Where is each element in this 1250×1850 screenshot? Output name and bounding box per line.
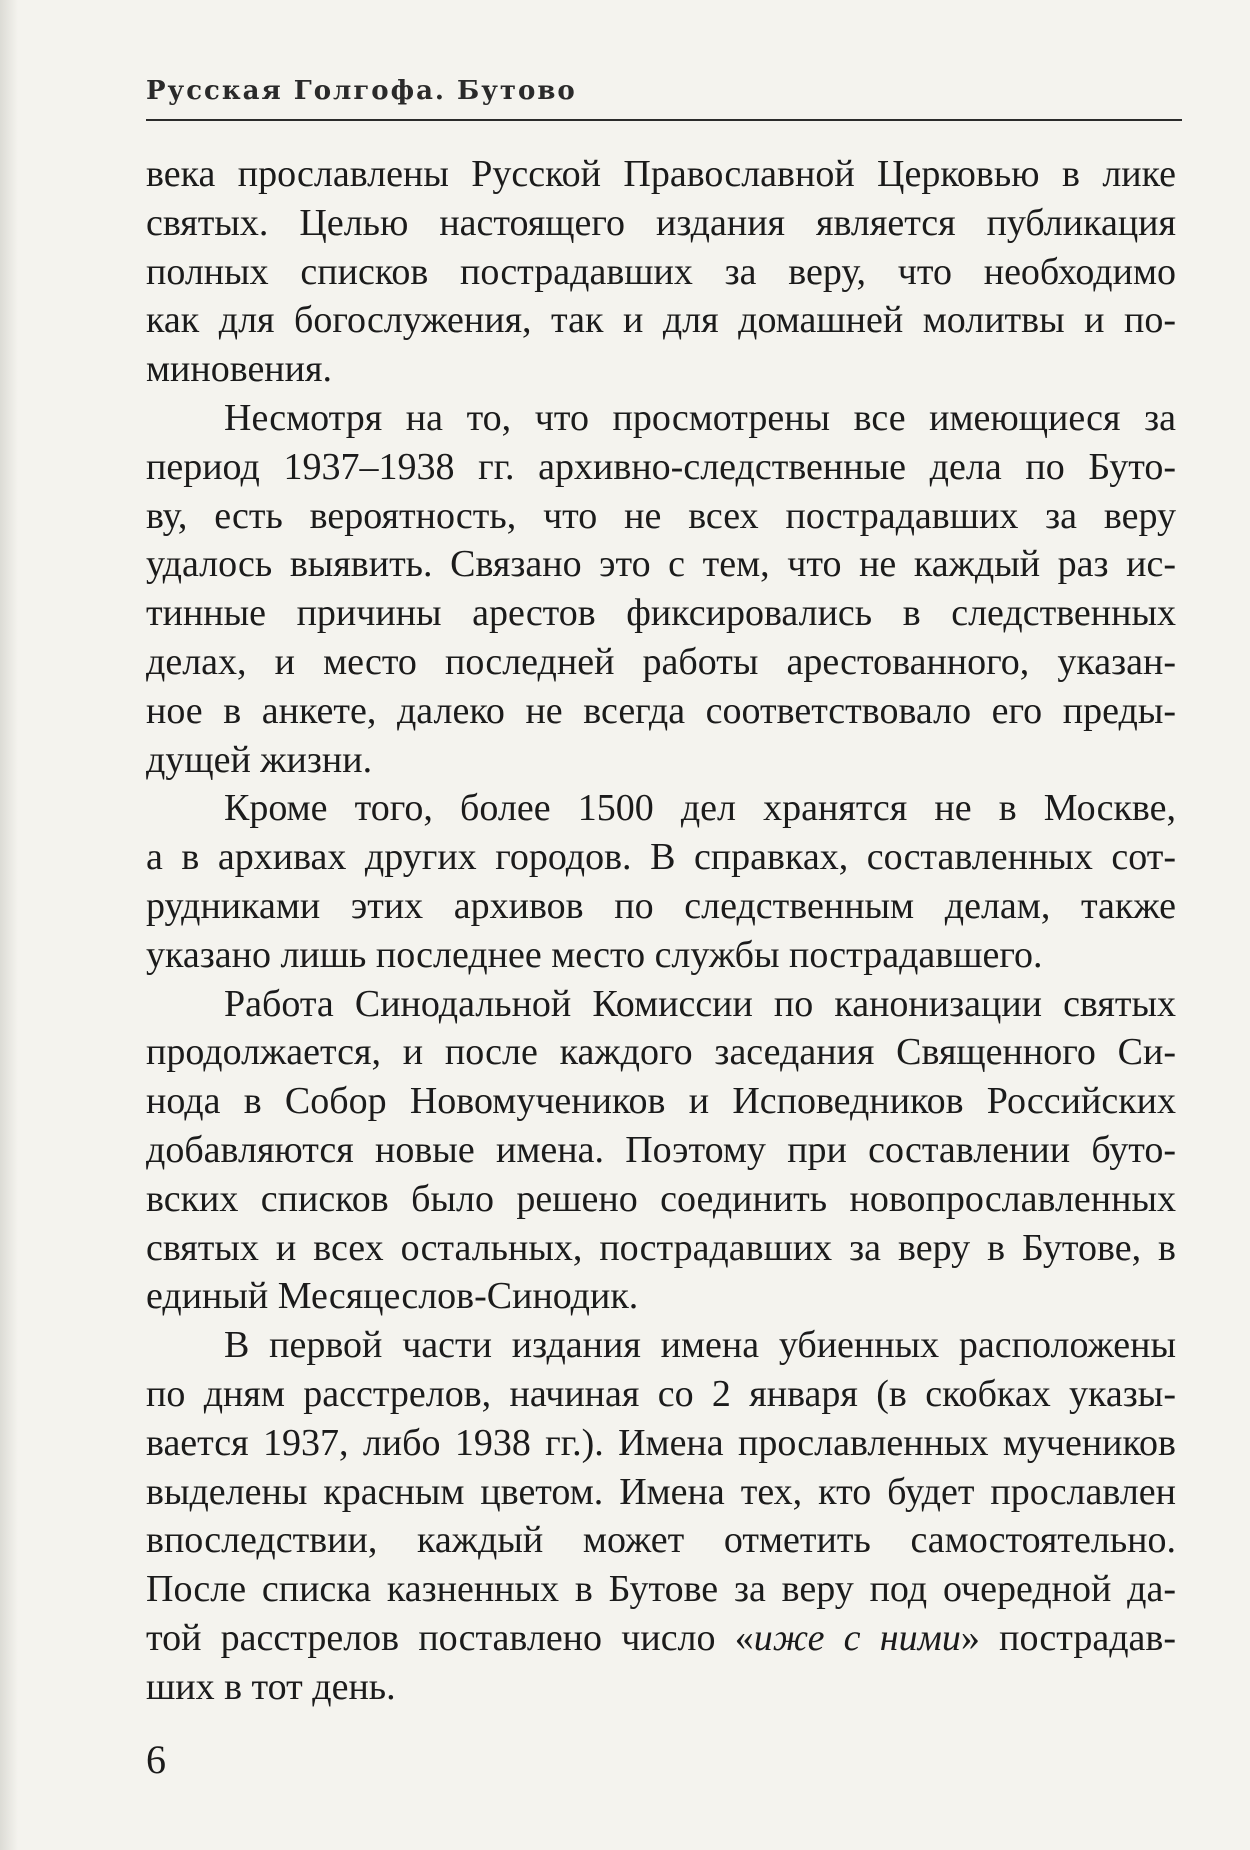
text-line: дущей жизни.	[146, 738, 373, 781]
text-line: Кроме того, более 1500 дел хранятся не в Москве,	[224, 787, 1176, 830]
text-fragment: » пострадав-	[960, 1616, 1176, 1659]
text-line: ное в анкете, далеко не всегда соответствовало его преды-	[146, 689, 1176, 732]
italic-phrase: иже с ними	[753, 1616, 961, 1659]
text-line: по дням расстрелов, начиная со 2 января (в скобках указы-	[146, 1372, 1176, 1415]
paragraph	[146, 150, 1176, 394]
text-line: а в архивах других городов. В справках, составленных сот-	[146, 836, 1176, 879]
text-line: нода в Собор Новомучеников и Исповедников Российских	[146, 1080, 1176, 1123]
paragraph	[146, 980, 1176, 1322]
text-fragment: той расстрелов поставлено число «	[146, 1616, 754, 1659]
text-line: полных списков пострадавших за веру, что необходимо	[146, 250, 1176, 293]
text-line: Несмотря на то, что просмотрены все имеющиеся за	[224, 396, 1176, 439]
text-line: ших в тот день.	[146, 1665, 396, 1708]
running-head-title: Русская Голгофа. Бутово	[146, 76, 577, 106]
paragraph	[146, 784, 1176, 979]
text-line: вается 1937, либо 1938 гг.). Имена прославленных мучеников	[146, 1421, 1176, 1464]
text-line: как для богослужения, так и для домашней молитвы и по-	[146, 299, 1176, 342]
body-text	[146, 150, 1176, 1712]
text-line: рудниками этих архивов по следственным делам, также	[146, 884, 1176, 927]
paragraph	[146, 394, 1176, 784]
text-line: После списка казненных в Бутове за веру под очередной да-	[146, 1568, 1176, 1611]
text-line: святых и всех остальных, пострадавших за веру в Бутове, в	[146, 1226, 1176, 1269]
text-line: В первой части издания имена убиенных расположены	[224, 1324, 1176, 1367]
text-line: святых. Целью настоящего издания является публикация	[146, 201, 1176, 244]
text-line: добавляются новые имена. Поэтому при составлении буто-	[146, 1128, 1176, 1171]
text-line: тинные причины арестов фиксировались в следственных	[146, 592, 1176, 635]
text-line: указано лишь последнее место службы пострадавшего.	[146, 933, 1043, 976]
text-line-with-italic	[146, 1614, 1176, 1663]
text-line: продолжается, и после каждого заседания Священного Си-	[146, 1031, 1176, 1074]
text-line: Работа Синодальной Комиссии по канонизации святых	[224, 982, 1176, 1025]
text-line: века прославлены Русской Православной Церковью в лике	[146, 153, 1176, 195]
text-line: впоследствии, каждый может отметить самостоятельно.	[146, 1519, 1176, 1562]
paragraph	[146, 1321, 1176, 1711]
text-line: ву, есть вероятность, что не всех пострадавших за веру	[146, 494, 1176, 537]
text-line: миновения.	[146, 348, 332, 391]
text-line: удалось выявить. Связано это с тем, что не каждый раз ис-	[146, 543, 1176, 586]
running-head-rule	[146, 119, 1182, 121]
text-line: вских списков было решено соединить новопрославленных	[146, 1177, 1176, 1220]
text-line: период 1937–1938 гг. архивно-следственные дела по Буто-	[146, 445, 1176, 488]
text-line: выделены красным цветом. Имена тех, кто будет прославлен	[146, 1470, 1176, 1513]
text-line: делах, и место последней работы арестованного, указан-	[146, 640, 1176, 683]
page-number: 6	[146, 1737, 166, 1782]
text-line: единый Месяцеслов-Синодик.	[146, 1275, 639, 1318]
running-head	[146, 68, 1182, 120]
